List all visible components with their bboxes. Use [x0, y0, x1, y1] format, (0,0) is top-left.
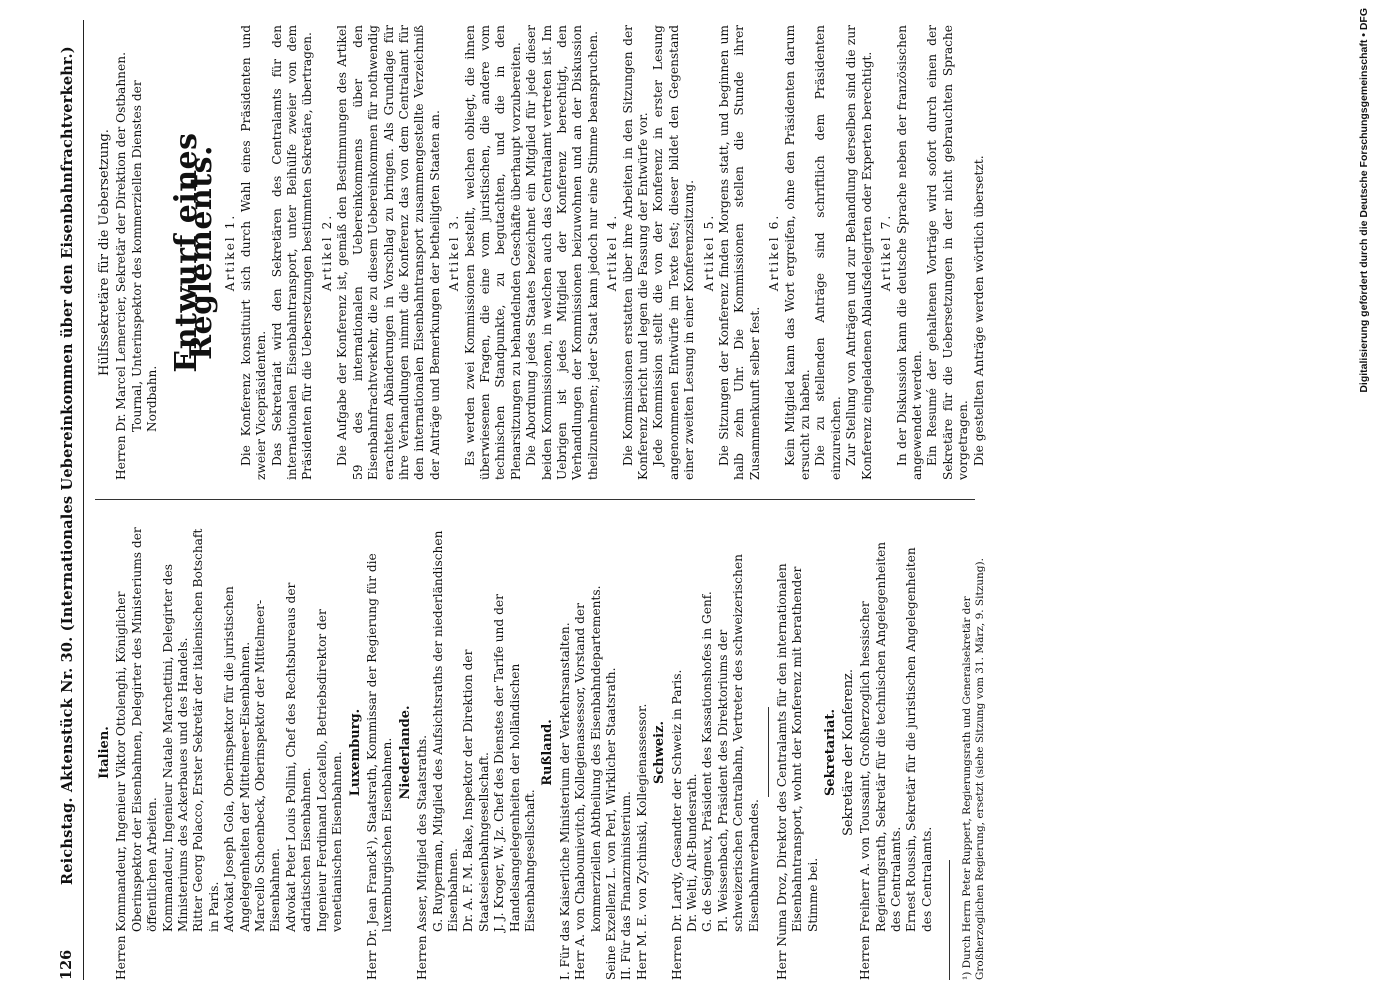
delegate-entry: G. Ruyperman, Mitglied des Aufsichtsraths der niederländischen Eisenbahnen.	[430, 530, 460, 932]
delegate-entry: Tournal, Unterinspektor des kommerziellen Dienstes der Nordbahn.	[129, 80, 160, 432]
delegate-entry: Pl. Weissenbach, Präsident des Direktoriums der schweizerischen Centralbahn, Vertreter des schweizerischen Eisenbahnverbandes.	[715, 554, 761, 932]
delegate-entry: Herren Kommandeur, Ingenieur Viktor Ottolenghi, Königlicher Oberinspektor der Eisenbahnen, Delegirter des Ministeriums der öffentlichen Arbeiten.	[114, 527, 160, 980]
delegate-entry: Herr A. von Chabounievitch, Kollegienassessor, Vorstand der kommerziellen Abtheilung des Eisenbahndepartements.	[573, 585, 603, 980]
page-number: 126	[58, 949, 75, 980]
delegate-entry: Dr. Welti, Alt-Bundesrath.	[685, 773, 700, 932]
section-heading: Italien.	[97, 726, 112, 779]
delegate-entry: Herren Freiherr A. von Toussaint, Großherzoglich hessischer Regierungsrath, Sekretär für die technischen Angelegenheiten des Centralamts.	[858, 541, 903, 980]
article-paragraph: Die Kommissionen erstatten über ihre Arbeiten in den Sitzungen der Konferenz Bericht und legen die Fassung der Entwürfe vor.	[620, 25, 650, 480]
section-heading: Niederlande.	[397, 705, 413, 800]
section-heading: Schweiz.	[652, 720, 668, 785]
running-title: Reichstag. Aktenstück Nr. 30. (Internationales Uebereinkommen über den Eisenbahnfrachtverkehr.)	[59, 46, 76, 885]
article-paragraph: Ein Resumé der gehaltenen Vorträge wird sofort durch einen der Sekretäre für die Uebersetzungen in der nicht gebrauchten Sprache vorgetragen.	[925, 25, 971, 480]
article-heading: Artikel 1.	[223, 213, 238, 292]
delegate-entry: Ritter Georg Polacco, Erster Sekretär der italienischen Botschaft in Paris.	[191, 528, 221, 932]
footnote-rule	[949, 860, 950, 980]
article-heading: Artikel 3.	[447, 213, 462, 292]
delegate-entry: J. J. Kroger, W. Jz. Chef des Dienstes der Tarife und der Handelsangelegenheiten der holländischen Eisenbahngesellschaft.	[492, 594, 537, 932]
article-heading: Artikel 7.	[879, 213, 894, 292]
document-title: Entwurf eines Reglements.	[168, 132, 220, 373]
footnote: ¹) Durch Herrn Peter Ruppert, Regierungsrath und Generalsekretär der Großherzoglichen Regierung, ersetzt (siehe Sitzung vom 31. März, 9. Sitzung).	[960, 558, 986, 980]
article-paragraph: Es werden zwei Kommissionen bestellt, welchen obliegt, die ihnen überwiesenen Fragen, die eine vom juristischen, die andere vom technischen Standpunkte, zu begutachten, und die in den Plenarsitzungen zu behandelnden Geschäfte überhaupt vorzubereiten.	[462, 25, 523, 480]
delegate-entry: Kommandeur, Ingenieur Natale Marchettini, Delegirter des Ministeriums des Ackerbaues und des Handels.	[160, 563, 191, 932]
delegate-entry: Seine Exzellenz L. von Perl, Wirklicher Staatsrath.	[604, 667, 618, 980]
article-paragraph: In der Diskussion kann die deutsche Sprache neben der französischen angewendet werden.	[894, 25, 924, 480]
article-paragraph: Die Abordnung jedes Staates bezeichnet ein Mitglied für jede dieser beiden Kommissionen, in welchen auch das Centralamt vertreten ist. Im Uebrigen ist jedes Mitglied der Konferenz berechtigt, den Verhandlungen der Kommissionen beizuwohnen und an der Diskussion theilzunehmen; jeder Staat kann jedoch nur eine Stimme beanspruchen.	[524, 25, 600, 480]
article-heading: Artikel 2.	[319, 213, 334, 292]
column-divider	[95, 499, 975, 500]
article-heading: Artikel 4.	[605, 213, 620, 292]
delegate-entry: Herren Asser, Mitglied des Staatsraths.	[415, 735, 430, 980]
article-heading: Artikel 6.	[767, 213, 782, 292]
article-paragraph: Die Aufgabe der Konferenz ist, gemäß den Bestimmungen des Artikel 59 des internationalen Uebereinkommens über den Eisenbahnfrachtverkehr, die zu diesem Uebereinkommen für nothwendig erachteten Abänderungen in Vorschlag zu bringen. Als Grundlage für ihre Verhandlungen nimmt die Konferenz das von dem Centralamt für den internationalen Eisenbahntransport zusammengestellte Verzeichniß der Anträge und Bemerkungen der betheiligten Staaten an.	[335, 25, 442, 480]
article-heading: Artikel 5.	[701, 213, 716, 292]
section-heading: Rußland.	[540, 719, 556, 786]
article-paragraph: Kein Mitglied kann das Wort ergreifen, ohne den Präsidenten darum ersucht zu haben.	[782, 25, 813, 480]
article-paragraph: Die gestellten Anträge werden wörtlich übersetzt.	[971, 155, 986, 466]
left-column	[95, 525, 997, 980]
delegate-entry: Herren Dr. Lardy, Gesandter der Schweiz in Paris.	[669, 669, 684, 980]
article-paragraph: Die Sitzungen der Konferenz finden Morgens statt, und beginnen um halb zehn Uhr. Die Kommissionen stellen die Stunde ihrer Zusammenkunft selber fest.	[717, 25, 762, 480]
subheading: Sekretäre der Konferenz.	[840, 668, 856, 837]
delegate-entry: Ingenieur Ferdinand Locatello, Betriebsdirektor der venetianischen Eisenbahnen.	[314, 609, 345, 932]
delegate-entry: Herr Dr. Jean Franck¹), Staatsrath, Kommissar der Regierung für die luxemburgischen Eisenbahnen.	[364, 553, 395, 980]
running-header	[55, 20, 84, 980]
delegate-entry: Ernest Roussin, Sekretär für die juristischen Angelegenheiten des Centralamts.	[904, 547, 934, 932]
article-paragraph: Zur Stellung von Anträgen und zur Behandlung derselben sind die zur Konferenz eingeladenen Ablaufsdelegirten oder Experten berechtigt.	[844, 25, 874, 480]
delegate-entry: Dr. A. F. M. Bake, Inspektor der Direktion der Staatseisenbahngesellschaft.	[461, 649, 491, 932]
subheading: Hülfssekretäre für die Uebersetzung.	[97, 129, 112, 376]
credit-text: Digitalisierung gefördert durch die Deutsche Forschungsgemeinschaft • DFG	[1358, 8, 1370, 393]
digitization-credit	[1350, 8, 1378, 994]
delegate-entry: Herren Dr. Marcel Lemercier, Sekretär der Direktion der Ostbahnen.	[114, 52, 129, 480]
article-paragraph: Die zu stellenden Anträge sind schriftlich dem Präsidenten einzureichen.	[813, 25, 843, 480]
delegate-entry: II. Für das Finanzministerium.	[619, 791, 634, 980]
section-rule	[768, 708, 769, 798]
section-heading: Sekretariat.	[823, 709, 839, 796]
delegate-entry: Advokat Peter Louis Pollini, Chef des Rechtsbureaus der adriatischen Eisenbahnen.	[283, 582, 314, 932]
section-heading: Luxemburg.	[347, 708, 363, 797]
article-paragraph: Das Sekretariat wird den Sekretären des Centralamts für den internationalen Eisenbahntransport, unter Beihülfe zweier von dem Präsidenten für die Uebersetzungen bestimmten Sekretäre, übertragen.	[269, 25, 315, 480]
article-paragraph: Jede Kommission stellt die von der Konferenz in erster Lesung angenommenen Entwürfe im Texte fest; dieser bildet den Gegenstand einer zweiten Lesung in einer Konferenzsitzung.	[651, 25, 697, 480]
right-column	[95, 25, 987, 480]
delegate-entry: G. de Seigneux, Präsident des Kassationshofes in Genf.	[700, 591, 715, 932]
article-paragraph: Die Konferenz konstituirt sich durch Wahl eines Präsidenten und zweier Vicepräsidenten.	[238, 25, 269, 480]
delegate-entry: Marcello Schoenbeck, Oberinspektor der Mittelmeer-Eisenbahnen.	[253, 599, 283, 932]
delegate-entry: Herr M. E. von Zychinski, Kollegienassessor.	[634, 703, 649, 980]
delegate-entry: Advokat Joseph Gola, Oberinspektor für die juristischen Angelegenheiten der Mittelmeer-Eisenbahnen.	[222, 586, 252, 932]
delegate-entry: I. Für das Kaiserliche Ministerium der Verkehrsanstalten.	[557, 622, 572, 980]
delegate-entry: Herr Numa Droz, Direktor des Centralamts für den internationalen Eisenbahntransport, wohnt der Konferenz mit berathender Stimme bei.	[775, 563, 820, 980]
